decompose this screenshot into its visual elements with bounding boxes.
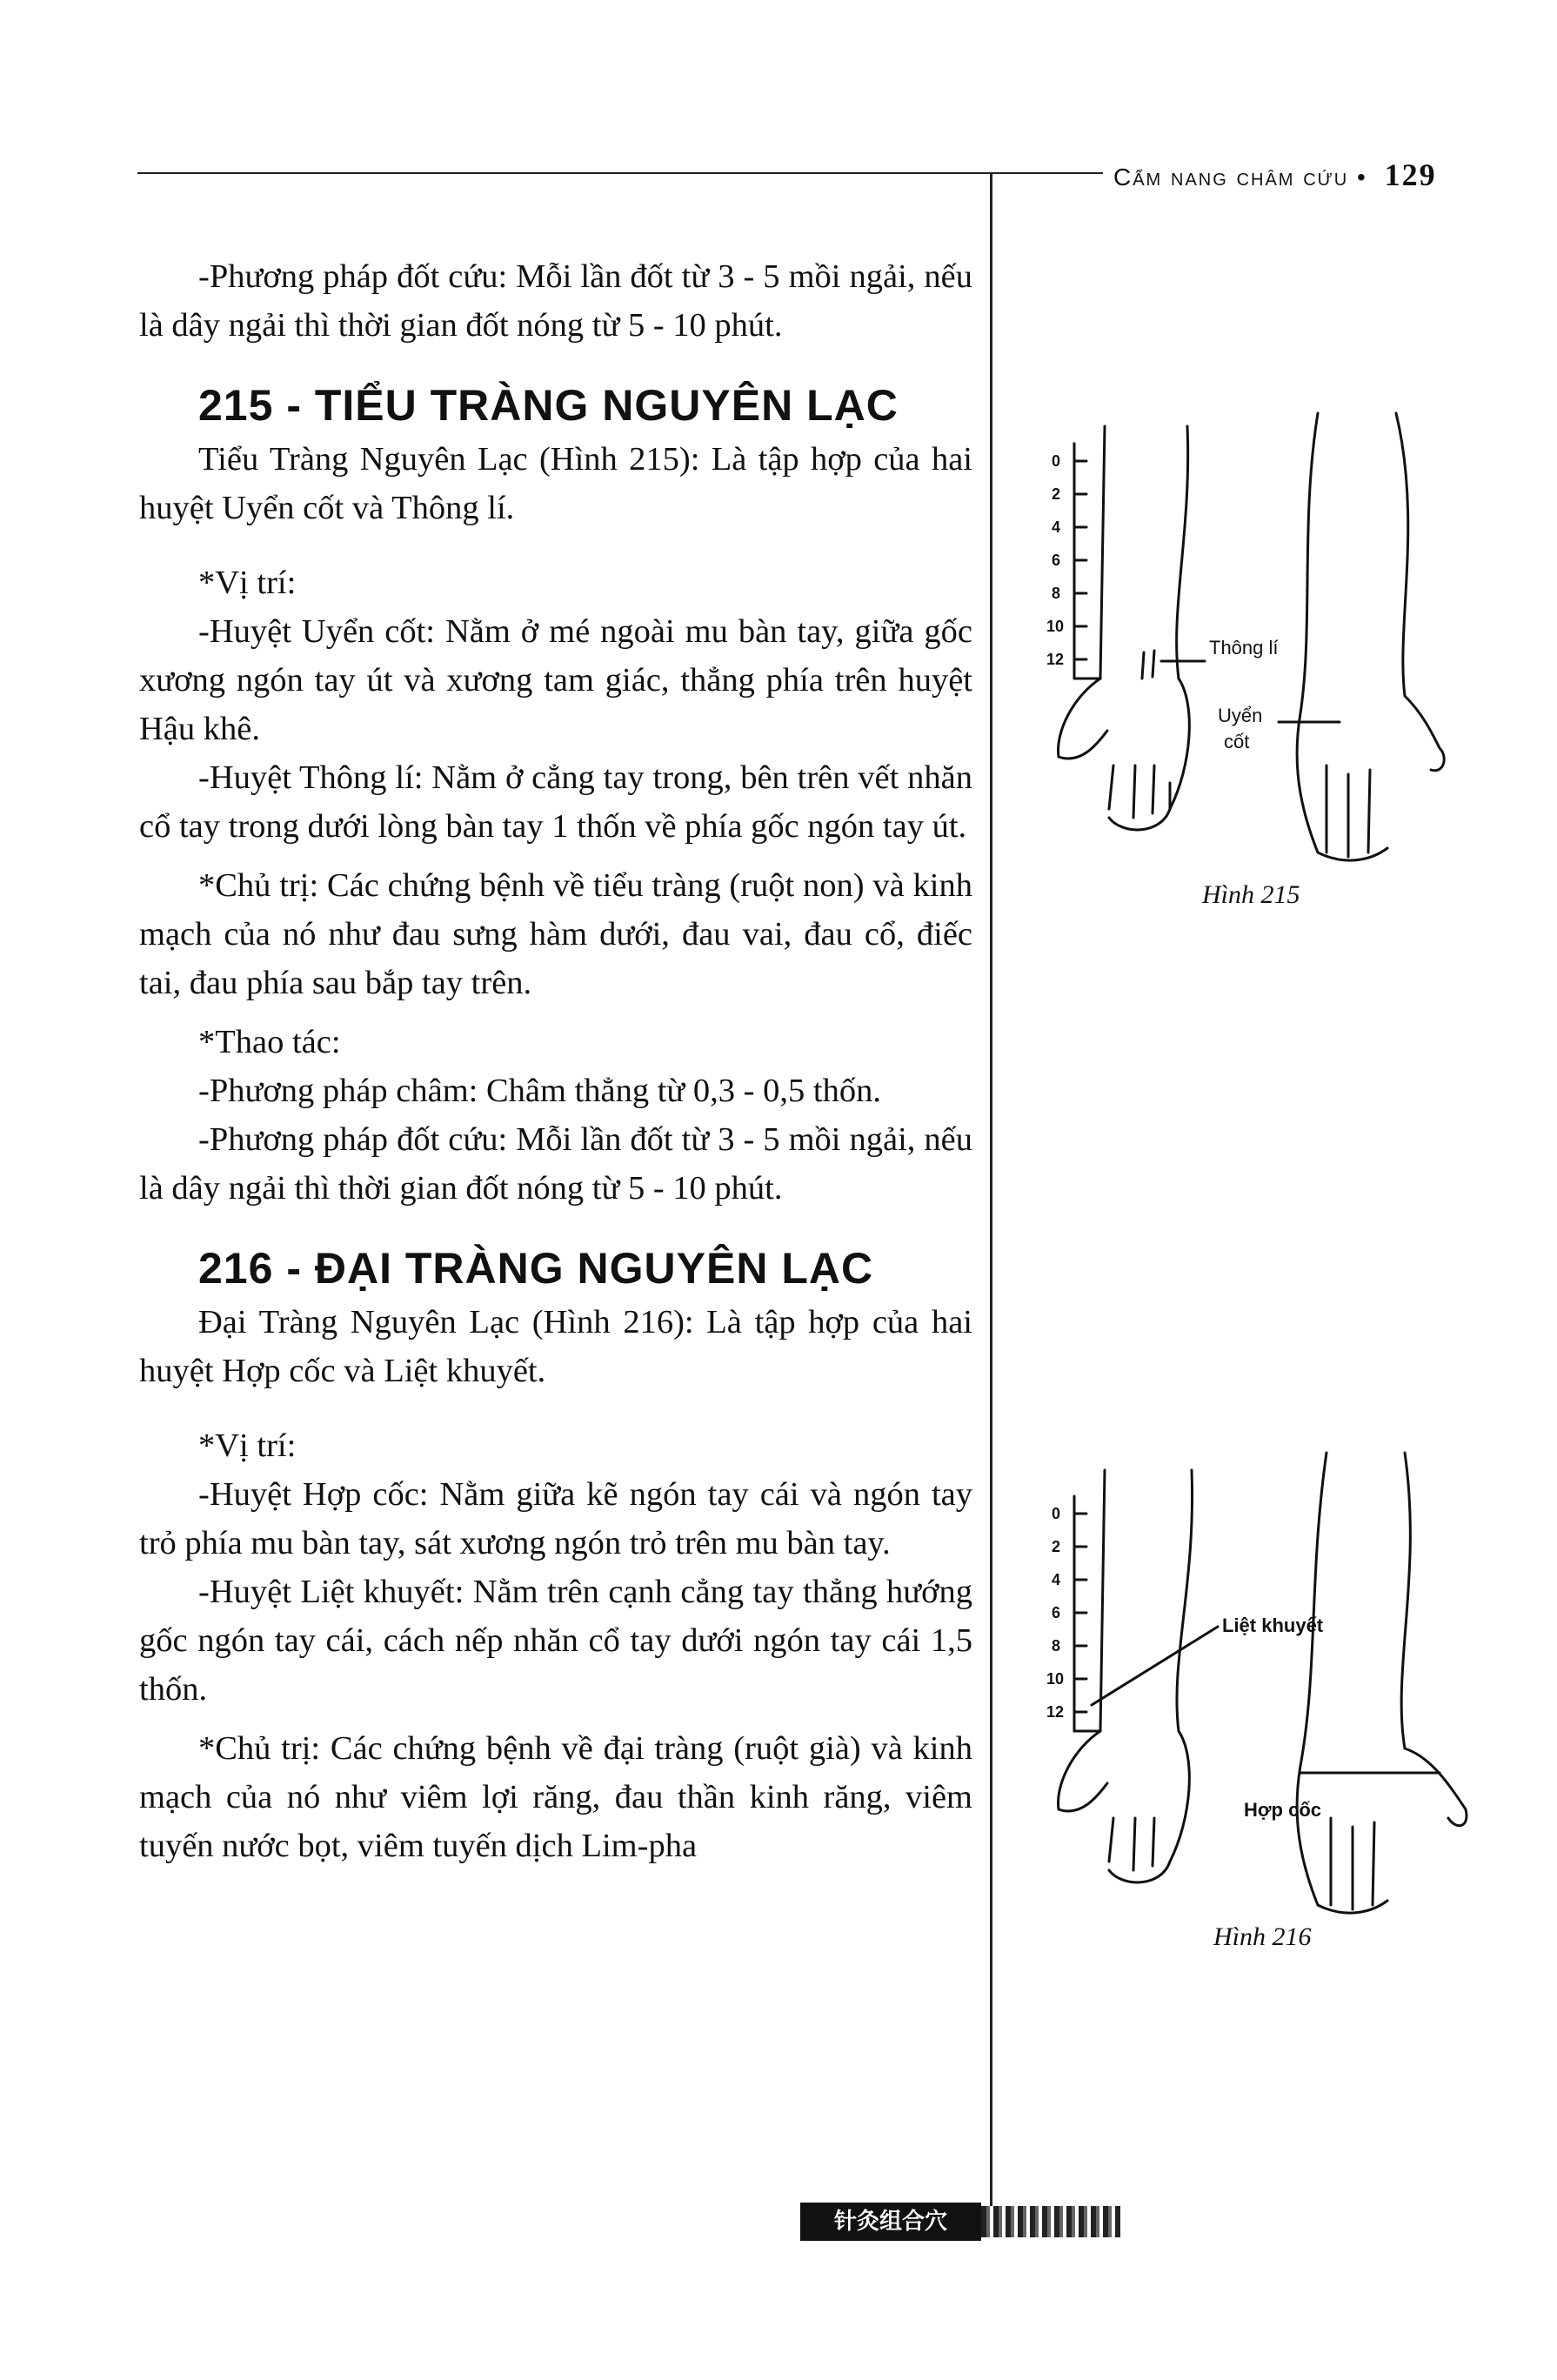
page-number: 129 bbox=[1384, 157, 1437, 192]
scale-label: 10 bbox=[1046, 1670, 1065, 1688]
figure-215-caption: Hình 215 bbox=[1202, 880, 1300, 909]
section-216-chutri: *Chủ trị: Các chứng bệnh về đại tràng (ruột già) và kinh mạch của nó như viêm lợi răng, đau thần kinh răng, viêm tuyến nước bọt, viêm tuyến dịch Lim-pha bbox=[139, 1730, 972, 1864]
scale-ticks bbox=[1074, 1514, 1086, 1712]
section-215-thaotac-2: -Phương pháp đốt cứu: Mỗi lần đốt từ 3 - 5 mồi ngải, nếu là dây ngải thì thời gian đốt nóng từ 5 - 10 phút. bbox=[139, 1121, 972, 1207]
left-hand-outline bbox=[1059, 679, 1190, 818]
left-hand-outline bbox=[1059, 1731, 1190, 1870]
label-hopcoc: Hợp cốc bbox=[1244, 1799, 1321, 1821]
header-separator: • bbox=[1356, 164, 1367, 191]
scale-label: 4 bbox=[1052, 1571, 1061, 1588]
lietkhuyet-leader bbox=[1092, 1627, 1218, 1705]
scale-label: 0 bbox=[1052, 1505, 1061, 1522]
figure-216 bbox=[1039, 1444, 1492, 1931]
section-216-intro: Đại Tràng Nguyên Lạc (Hình 216): Là tập hợp của hai huyệt Hợp cốc và Liệt khuyết. bbox=[139, 1304, 972, 1389]
left-hand-fingertips bbox=[1109, 809, 1170, 830]
running-header bbox=[1113, 157, 1437, 193]
scale-label: 2 bbox=[1052, 485, 1061, 503]
header-rule bbox=[137, 172, 1103, 174]
section-215-thaotac-1: -Phương pháp châm: Châm thẳng từ 0,3 - 0,5 thốn. bbox=[198, 1073, 881, 1109]
section-216-vitri-label: *Vị trí: bbox=[198, 1427, 297, 1464]
footer-stamp bbox=[800, 2203, 1120, 2241]
left-forearm-outline bbox=[1100, 426, 1188, 679]
thongli-mark bbox=[1142, 651, 1154, 679]
right-forearm-outline bbox=[1300, 413, 1408, 713]
scale-label: 0 bbox=[1052, 452, 1061, 470]
figure-215 bbox=[1039, 400, 1492, 887]
scale-label: 12 bbox=[1046, 651, 1065, 668]
text-column bbox=[139, 252, 972, 1870]
section-215-thaotac-label: *Thao tác: bbox=[198, 1024, 341, 1060]
section-216-vitri-1: -Huyệt Hợp cốc: Nằm giữa kẽ ngón tay cái và ngón tay trỏ phía mu bàn tay, sát xương ngón trỏ trên mu bàn tay. bbox=[139, 1476, 972, 1561]
section-215-vitri-2: -Huyệt Thông lí: Nằm ở cẳng tay trong, bên trên vết nhăn cổ tay trong dưới lòng bàn tay 1 thốn về phía gốc ngón tay út. bbox=[139, 759, 972, 845]
section-216-vitri-2: -Huyệt Liệt khuyết: Nằm trên cạnh cẳng tay thẳng hướng gốc ngón tay cái, cách nếp nhăn cổ tay dưới ngón tay cái 1,5 thốn. bbox=[139, 1574, 972, 1708]
scale-label: 4 bbox=[1052, 518, 1061, 536]
label-thongli: Thông lí bbox=[1209, 637, 1279, 659]
label-uyencot-2: cốt bbox=[1224, 731, 1250, 752]
scale-label: 12 bbox=[1046, 1703, 1065, 1721]
scale-label: 8 bbox=[1052, 1637, 1061, 1655]
intro-paragraph: -Phương pháp đốt cứu: Mỗi lần đốt từ 3 - 5 mồi ngải, nếu là dây ngải thì thời gian đốt nóng từ 5 - 10 phút. bbox=[139, 258, 972, 344]
section-215-intro: Tiểu Tràng Nguyên Lạc (Hình 215): Là tập hợp của hai huyệt Uyển cốt và Thông lí. bbox=[139, 441, 972, 526]
section-215-vitri-label: *Vị trí: bbox=[198, 565, 297, 601]
label-uyencot-1: Uyển bbox=[1218, 705, 1263, 726]
header-title: Cẩm nang châm cứu bbox=[1113, 164, 1349, 191]
scale-ticks bbox=[1074, 461, 1086, 659]
scale-label: 10 bbox=[1046, 618, 1065, 635]
scale-label: 6 bbox=[1052, 1604, 1061, 1621]
left-hand-fingertips bbox=[1109, 1862, 1170, 1882]
figure-216-caption: Hình 216 bbox=[1213, 1922, 1312, 1951]
scale-label: 2 bbox=[1052, 1538, 1061, 1555]
section-216-title: 216 - ĐẠI TRÀNG NGUYÊN LẠC bbox=[198, 1244, 874, 1293]
right-forearm-outline bbox=[1300, 1453, 1410, 1766]
footer-stamp-text: 针灸组合穴 bbox=[800, 2203, 981, 2241]
column-divider bbox=[990, 172, 992, 2208]
scale-label: 8 bbox=[1052, 585, 1061, 602]
section-215-title: 215 - TIỂU TRÀNG NGUYÊN LẠC bbox=[198, 381, 899, 430]
label-lietkhuyet: Liệt khuyết bbox=[1222, 1615, 1324, 1636]
section-215-chutri: *Chủ trị: Các chứng bệnh về tiểu tràng (ruột non) và kinh mạch của nó như đau sưng hàm dưới, đau vai, đau cổ, điếc tai, đau phía sau bắp tay trên. bbox=[139, 867, 972, 1001]
right-hand-outline bbox=[1297, 696, 1444, 860]
section-215-vitri-1: -Huyệt Uyển cốt: Nằm ở mé ngoài mu bàn tay, giữa gốc xương ngón tay út và xương tam giác, thẳng phía trên huyệt Hậu khê. bbox=[139, 613, 972, 747]
footer-ink-smudge bbox=[981, 2206, 1120, 2237]
scale-label: 6 bbox=[1052, 552, 1061, 569]
